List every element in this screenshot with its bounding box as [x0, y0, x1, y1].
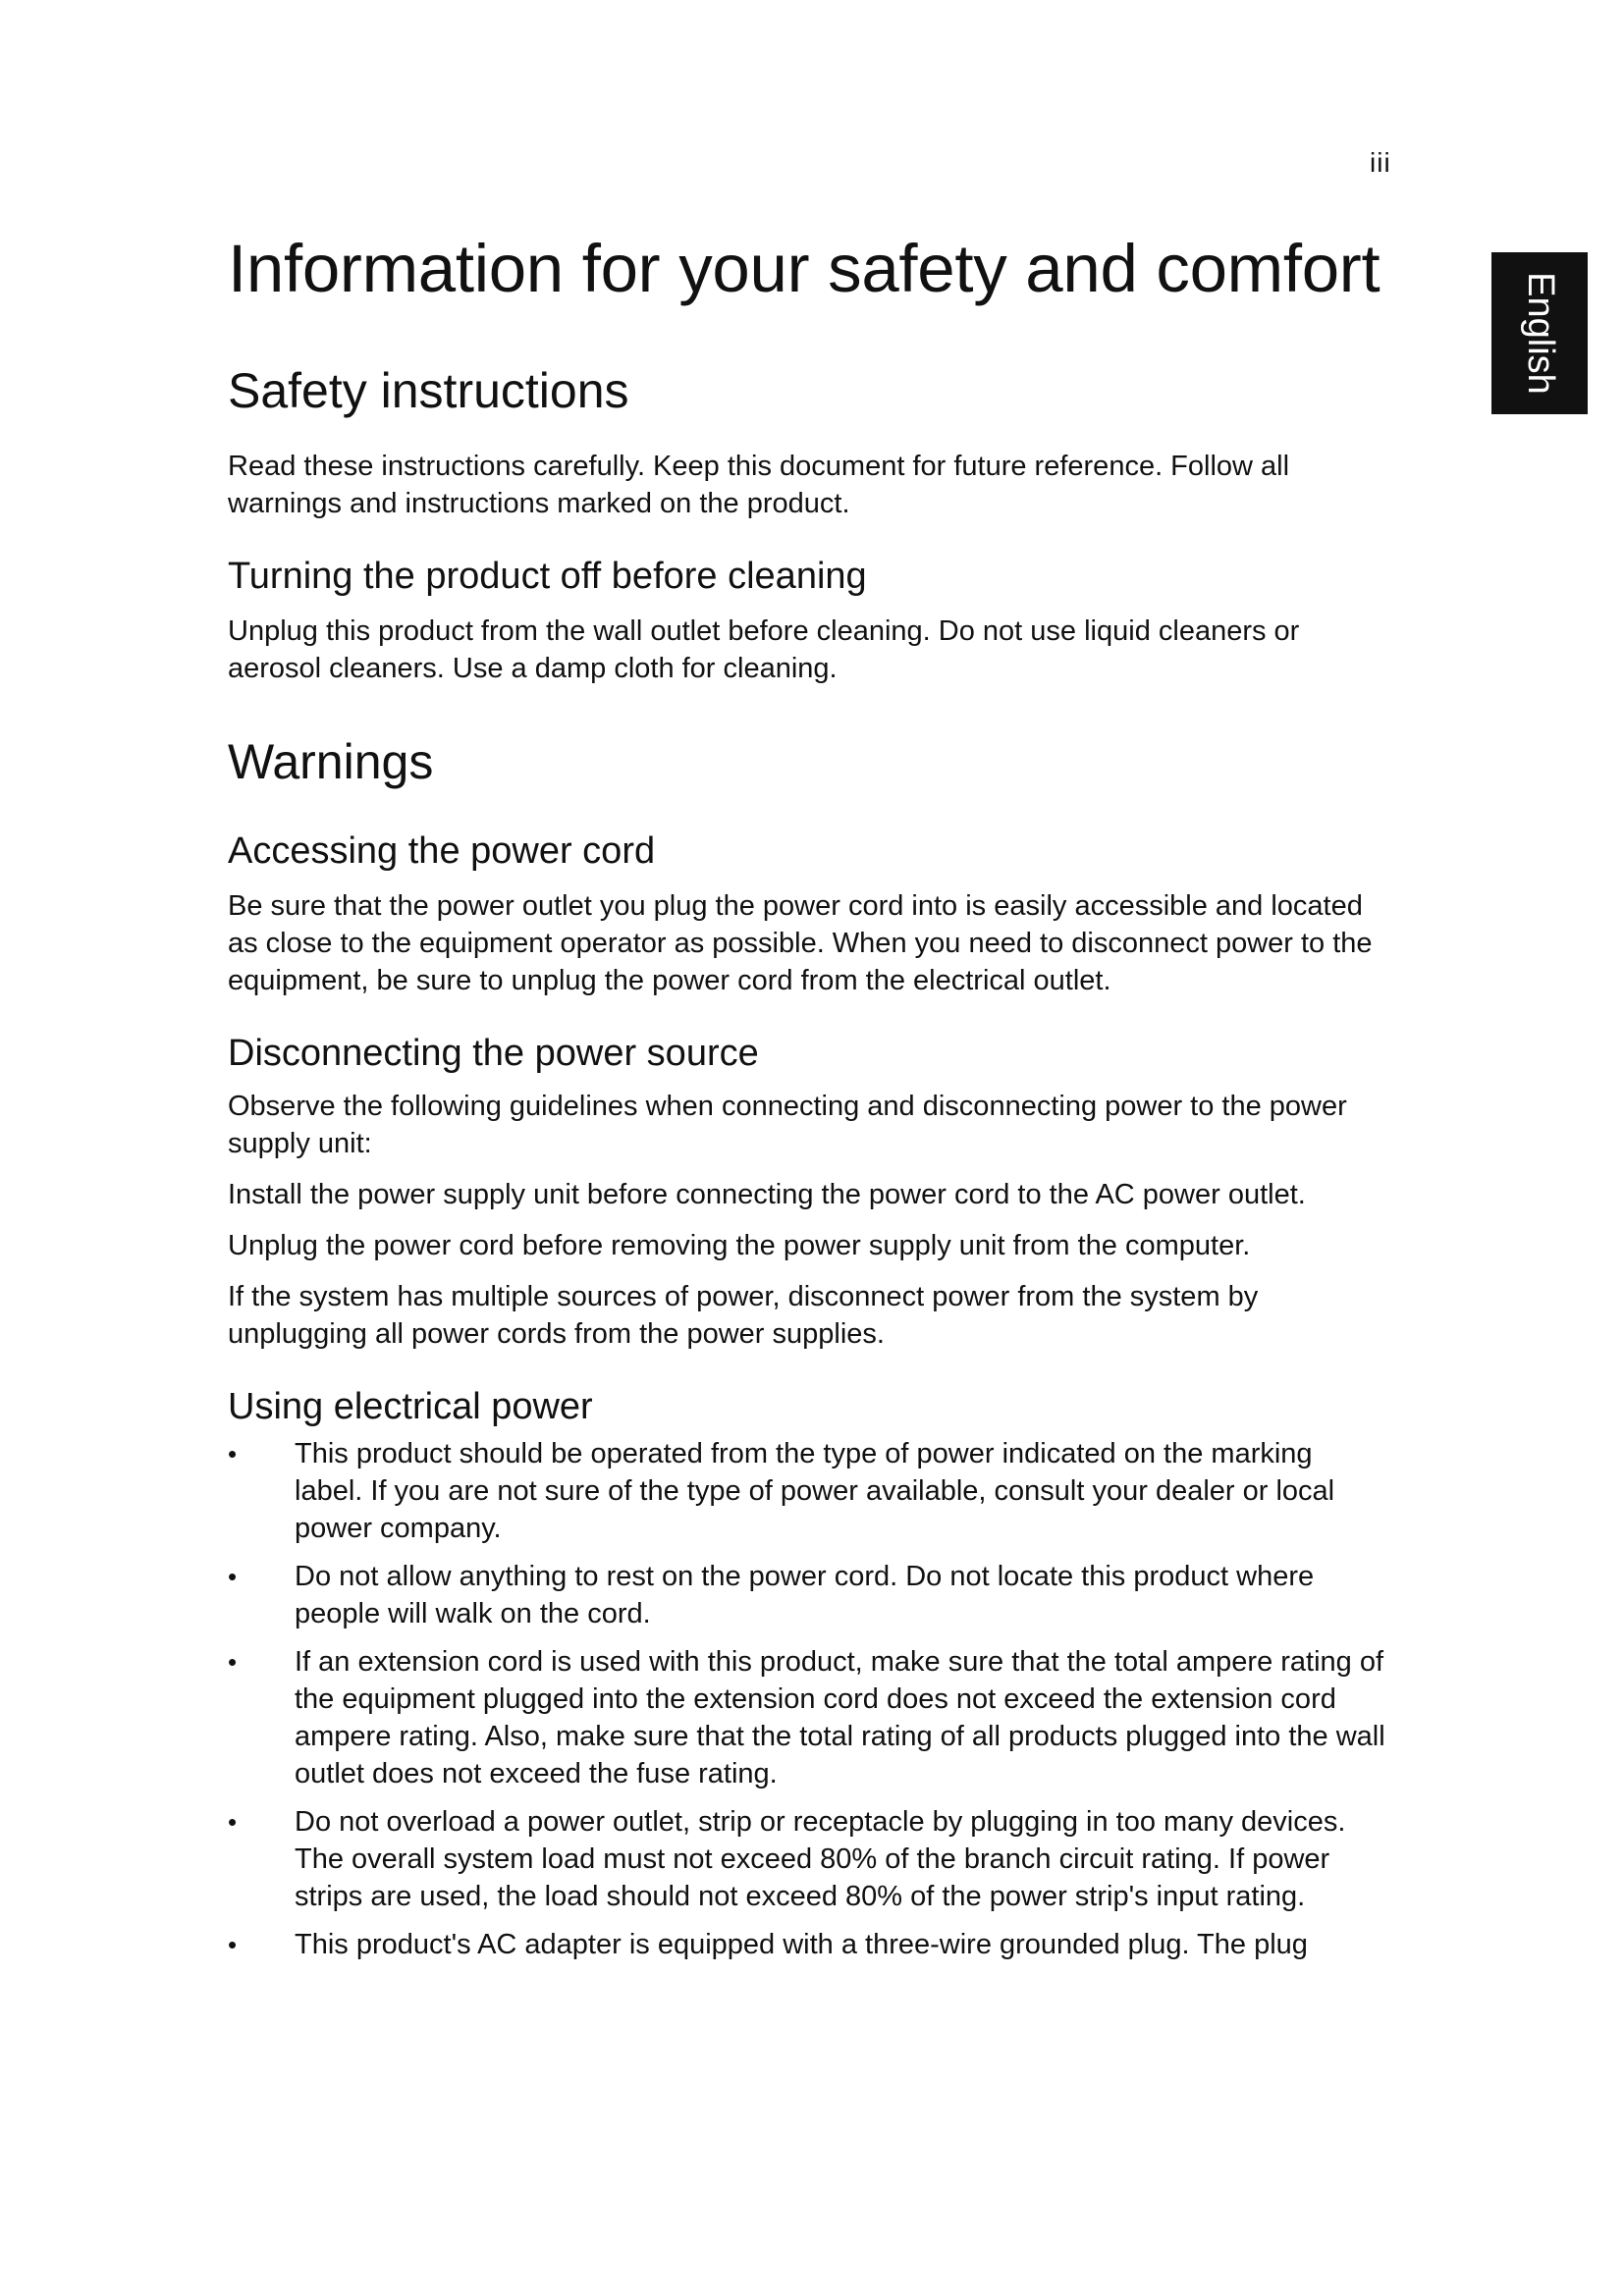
- disconnecting-paragraph: Install the power supply unit before connecting the power cord to the AC power outlet.: [228, 1179, 1306, 1210]
- disconnecting-paragraph: If the system has multiple sources of power, disconnect power from the system by unplugging all power cords from the power supplies.: [228, 1281, 1259, 1350]
- bullet-icon: •: [228, 1439, 238, 1468]
- disconnecting-paragraph: Observe the following guidelines when connecting and disconnecting power to the power supply unit:: [228, 1091, 1347, 1159]
- list-item: [228, 1558, 1386, 1632]
- page-number: iii: [1370, 147, 1391, 178]
- turning-off-heading: Turning the product off before cleaning: [228, 556, 867, 597]
- safety-intro-paragraph: Read these instructions carefully. Keep this document for future reference. Follow all warnings and instructions marked on the product.: [228, 451, 1290, 519]
- accessing-power-cord-paragraph: Be sure that the power outlet you plug the power cord into is easily accessible and located as close to the equipment operator as possible. When you need to disconnect power to the equipment, be sure to unplug the power cord from the electrical outlet.: [228, 890, 1373, 996]
- turning-off-paragraph: Unplug this product from the wall outlet before cleaning. Do not use liquid cleaners or aerosol cleaners. Use a damp cloth for cleaning.: [228, 615, 1300, 684]
- list-item-text: If an extension cord is used with this product, make sure that the total ampere rating of the equipment plugged into the extension cord does not exceed the extension cord ampere rating. Also, make sure that the total rating of all products plugged into the wall outlet does not exceed the fuse rating.: [295, 1646, 1385, 1789]
- warnings-heading: Warnings: [228, 734, 434, 789]
- list-item-text: This product should be operated from the type of power indicated on the marking label. If you are not sure of the type of power available, consult your dealer or local power company.: [295, 1438, 1335, 1544]
- bullet-icon: •: [228, 1562, 238, 1591]
- list-item: [228, 1435, 1386, 1547]
- bullet-icon: •: [228, 1647, 238, 1677]
- disconnecting-power-heading: Disconnecting the power source: [228, 1033, 759, 1074]
- accessing-power-cord-heading: Accessing the power cord: [228, 830, 656, 872]
- disconnecting-paragraph: Unplug the power cord before removing the power supply unit from the computer.: [228, 1230, 1251, 1261]
- page-title: Information for your safety and comfort: [228, 231, 1380, 306]
- language-tab: [1491, 252, 1588, 414]
- language-tab-label: English: [1519, 272, 1561, 395]
- list-item: [228, 1803, 1386, 1915]
- list-item-text: This product's AC adapter is equipped with a three-wire grounded plug. The plug: [295, 1929, 1308, 1960]
- bullet-icon: •: [228, 1807, 238, 1837]
- bullet-icon: •: [228, 1930, 238, 1959]
- using-electrical-power-heading: Using electrical power: [228, 1386, 593, 1427]
- list-item-text: Do not overload a power outlet, strip or receptacle by plugging in too many devices. The overall system load must not exceed 80% of the branch circuit rating. If power strips are used, the load should not exceed 80% of the power strip's input rating.: [295, 1806, 1346, 1912]
- document-body: [228, 226, 1386, 1974]
- list-item: [228, 1926, 1386, 1963]
- list-item-text: Do not allow anything to rest on the power cord. Do not locate this product where people will walk on the cord.: [295, 1561, 1315, 1629]
- list-item: [228, 1643, 1386, 1792]
- safety-instructions-heading: Safety instructions: [228, 363, 629, 418]
- electrical-power-list: [228, 1435, 1386, 1963]
